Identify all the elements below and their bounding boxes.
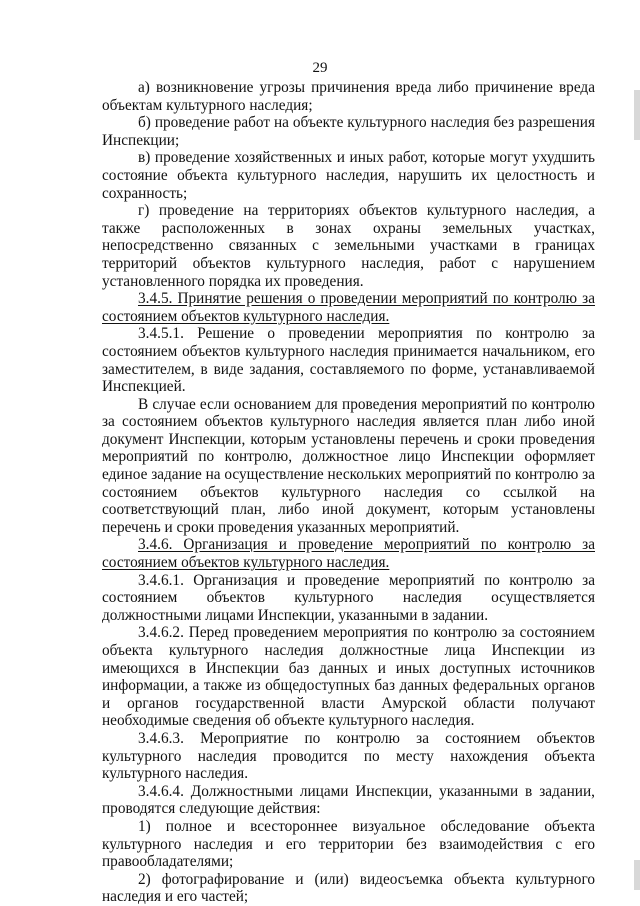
page-number: 29: [312, 60, 328, 76]
list-item-2: 2) фотографирование и (или) видеосъемка объекта культурного наследия и его частей;: [102, 870, 595, 906]
paragraph-3-4-6-1: 3.4.6.1. Организация и проведение мероприятий по контролю за состоянием объектов культурного наследия осуществляется должностными лицами Инспекции, указанными в задании.: [102, 571, 595, 624]
paragraph-b: б) проведение работ на объекте культурного наследия без разрешения Инспекции;: [102, 114, 595, 149]
section-heading-3-4-6: 3.4.6. Организация и проведение мероприятий по контролю за состоянием объектов культурного наследия.: [102, 536, 595, 572]
list-item-1: 1) полное и всестороннее визуальное обследование объекта культурного наследия и его территории без взаимодействия с его правообладателями;: [102, 817, 595, 871]
document-body: [102, 79, 595, 906]
paragraph-3-4-6-2: 3.4.6.2. Перед проведением мероприятия по контролю за состоянием объекта культурного наследия должностные лица Инспекции из имеющихся в Инспекции баз данных и иных доступных источников информации, а также из общедоступных баз данных федеральных органов и органов государственной власти Амурской области получают необходимые сведения об объекте культурного наследия.: [102, 624, 595, 730]
scan-edge-mark: [634, 90, 640, 140]
paragraph-a: а) возникновение угрозы причинения вреда либо причинение вреда объектам культурного наследия;: [102, 79, 595, 114]
paragraph-plan-case: В случае если основанием для проведения мероприятий по контролю за состоянием объектов культурного наследия является план либо иной документ Инспекции, которым установлены перечень и сроки проведения мероприятий по контролю, должностное лицо Инспекции оформляет единое задание на осуществление нескольких мероприятий по контролю за состоянием объектов культурного наследия со ссылкой на соответствующий план, либо иной документ, которым установлены перечень и сроки проведения указанных мероприятий.: [102, 395, 595, 536]
section-heading-3-4-5: 3.4.5. Принятие решения о проведении мероприятий по контролю за состоянием объектов культурного наследия.: [102, 290, 595, 325]
paragraph-v: в) проведение хозяйственных и иных работ, которые могут ухудшить состояние объекта культурного наследия, нарушить их целостность и сохранность;: [102, 149, 595, 202]
paragraph-3-4-5-1: 3.4.5.1. Решение о проведении мероприятия по контролю за состоянием объектов культурного наследия принимается начальником, его заместителем, в виде задания, составляемого по форме, устанавливаемой Инспекцией.: [102, 325, 595, 396]
paragraph-3-4-6-3: 3.4.6.3. Мероприятие по контролю за состоянием объектов культурного наследия проводится по месту нахождения объекта культурного наследия.: [102, 729, 595, 783]
scan-edge-mark: [634, 860, 640, 890]
paragraph-g: г) проведение на территориях объектов культурного наследия, а также расположенных в зонах охраны земельных участках, непосредственно связанных с земельными участками в границах территорий объектов культурного наследия, работ с нарушением установленного порядка их проведения.: [102, 202, 595, 290]
paragraph-3-4-6-4: 3.4.6.4. Должностными лицами Инспекции, указанными в задании, проводятся следующие действия:: [102, 782, 595, 818]
